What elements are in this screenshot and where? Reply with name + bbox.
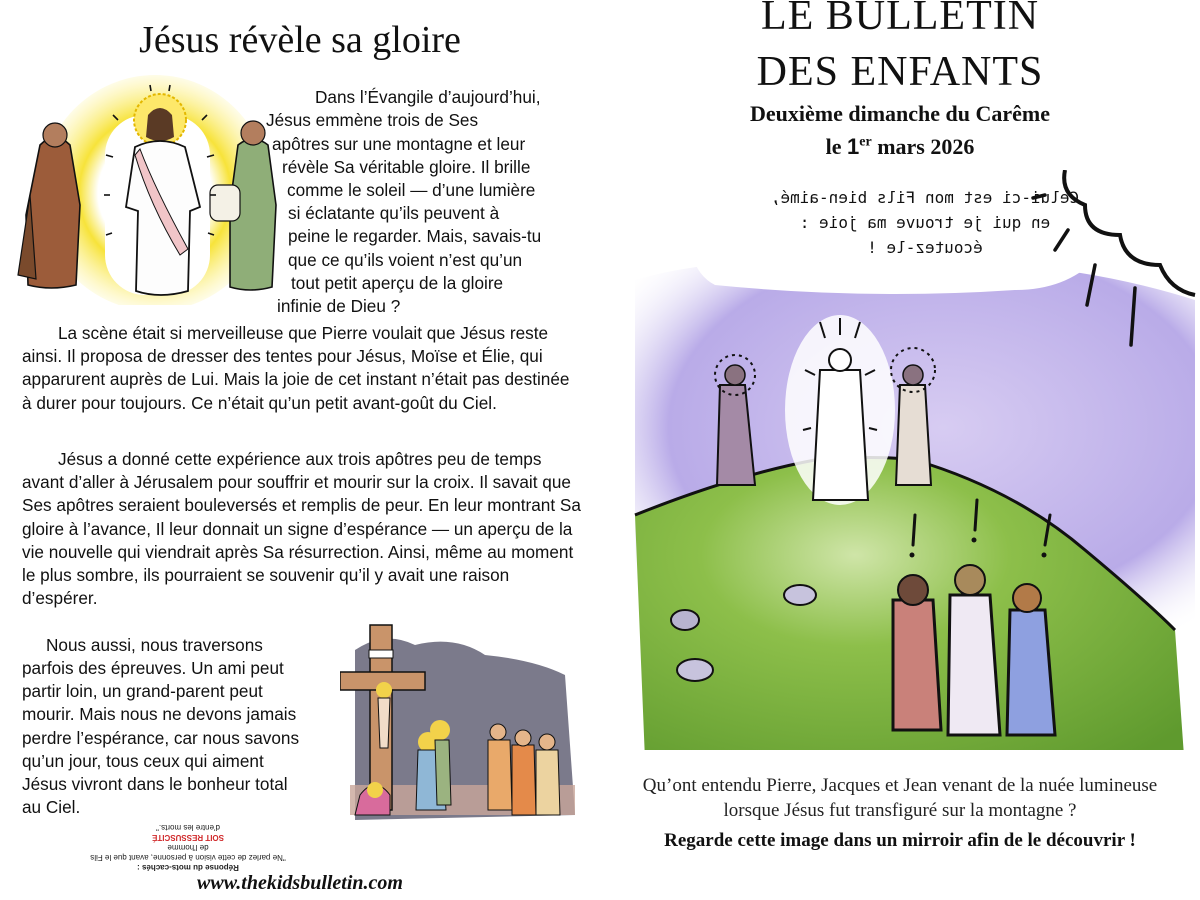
- text-line: Nous aussi, nous traversons: [46, 635, 263, 655]
- date-ordinal: er: [859, 134, 872, 150]
- activity-question: Qu’ont entendu Pierre, Jacques et Jean venant de la nuée lumineuse lorsque Jésus fut transfiguré sur la montagne ?: [642, 775, 1158, 821]
- mirror-line: Celui-ci est mon Fils bien-aimé,: [770, 188, 1080, 207]
- bulletin-title-line1: LE BULLETIN: [760, 0, 1040, 39]
- answer-highlight: SOIT RESSUSCITÉ: [152, 833, 225, 842]
- text-line: qu’un jour, tous ceux qui aiment: [22, 751, 264, 771]
- right-page: [600, 0, 1200, 900]
- date-day: 1: [847, 134, 860, 159]
- text-line: perdre l’espérance, car nous savons: [22, 728, 300, 748]
- text-line: mourir. Mais nous ne devons jamais: [22, 704, 297, 724]
- crucifixion-illustration: [340, 620, 585, 825]
- answer-heading: Réponse du mots-cachés :: [137, 863, 239, 872]
- text-line: parfois des épreuves. Un ami peut: [22, 658, 284, 678]
- mirrored-voice-text: [715, 185, 1135, 260]
- answer-line: d'entre les morts.": [156, 823, 220, 832]
- liturgical-sunday: Deuxième dimanche du Carême: [749, 101, 1050, 126]
- text-line: partir loin, un grand-parent peut: [22, 681, 263, 701]
- website-link[interactable]: www.thekidsbulletin.com: [197, 872, 403, 894]
- paragraph-experience: Jésus a donné cette expérience aux trois apôtres peu de temps avant d’aller à Jérusalem pour souffrir et mourir sur la croix. Il savait que Ses apôtres seraient bouleversés et remplis de peur. En leur montrant Sa gloire à l’avance, Il leur donnait un signe d’espérance — un aperçu de la vie nouvelle qui viendrait après Sa résurrection. Ainsi, même au moment le plus sombre, ils pourraient se souvenir qu’il y avait une raison d’espérer.: [22, 449, 581, 609]
- date-prefix: le: [825, 134, 842, 159]
- paragraph-scene: La scène était si merveilleuse que Pierre voulait que Jésus reste ainsi. Il proposa de dresser des tentes pour Jésus, Moïse et Élie, qui apparurent auprès de Lui. Mais la joie de cet instant n’était pas destinée à durer pour toujours. Ce n’était qu’un petit avant-goût du Ciel.: [22, 323, 570, 413]
- transfiguration-illustration: [10, 75, 295, 305]
- activity-instruction: Regarde cette image dans un mirroir afin de le découvrir !: [664, 830, 1136, 851]
- text-line: infinie de Dieu ?: [277, 296, 401, 316]
- hidden-word-answer-upside-down: [88, 822, 288, 872]
- text-line: Jésus emmène trois de Ses: [266, 110, 479, 130]
- text-line: tout petit aperçu de la gloire: [291, 273, 504, 293]
- text-line: que ce qu’ils voient n’est qu’un: [288, 250, 523, 270]
- text-line: comme le soleil — d’une lumière: [287, 180, 536, 200]
- text-line: si éclatante qu’ils peuvent à: [288, 203, 500, 223]
- text-line: révèle Sa véritable gloire. Il brille: [282, 157, 531, 177]
- bulletin-date: [600, 134, 1200, 160]
- text-line: Dans l’Évangile d’aujourd’hui,: [315, 87, 541, 107]
- mirror-line: en qui je trouve ma joie :: [799, 213, 1051, 232]
- text-line: au Ciel.: [22, 797, 81, 817]
- text-line: Jésus vivront dans le bonheur total: [22, 774, 288, 794]
- text-line: apôtres sur une montagne et leur: [272, 134, 526, 154]
- answer-line: "Ne parlez de cette vision à personne, avant que le Fils de l'homme: [90, 843, 286, 862]
- text-line: peine le regarder. Mais, savais-tu: [288, 226, 542, 246]
- bulletin-title-line2: DES ENFANTS: [756, 49, 1044, 95]
- date-rest: mars 2026: [877, 134, 975, 159]
- mirror-line: écoutez-le !: [867, 238, 983, 257]
- page-title: Jésus révèle sa gloire: [139, 19, 461, 61]
